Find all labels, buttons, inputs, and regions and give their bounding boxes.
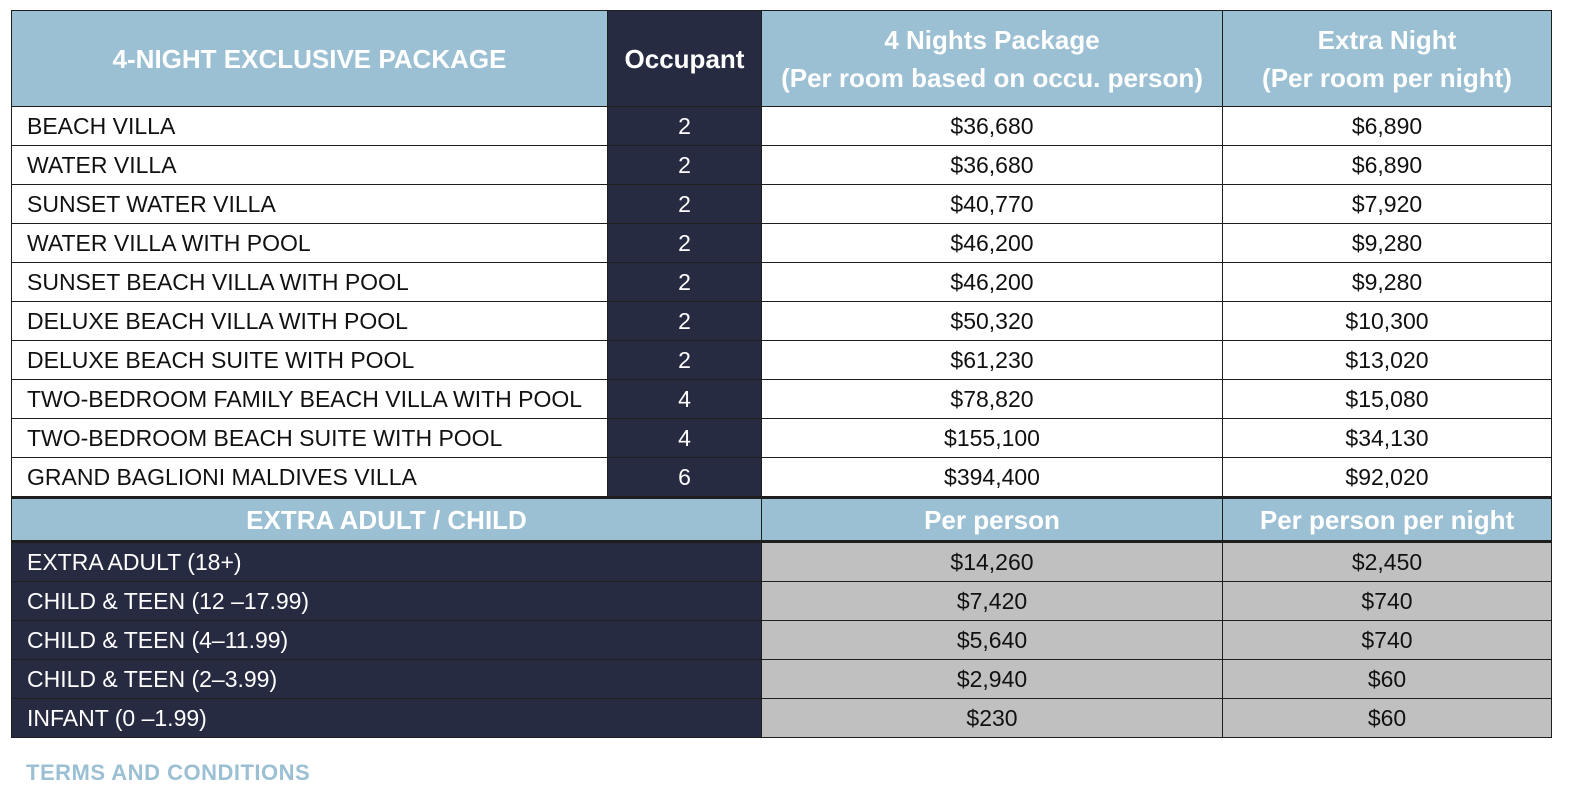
villa-name: WATER VILLA xyxy=(12,146,608,185)
four-nights-package-header xyxy=(762,11,1223,107)
extra-per-night-price: $60 xyxy=(1223,699,1552,738)
extra-guest-type: CHILD & TEEN (2–3.99) xyxy=(12,660,762,699)
table-row xyxy=(12,263,1552,302)
four-nights-header-line2: (Per room based on occu. person) xyxy=(781,62,1203,93)
table-row xyxy=(12,185,1552,224)
per-person-header: Per person xyxy=(762,498,1223,542)
villa-name: GRAND BAGLIONI MALDIVES VILLA xyxy=(12,458,608,498)
villa-occupant: 4 xyxy=(608,419,762,458)
villa-extra-night-price: $9,280 xyxy=(1223,263,1552,302)
villa-extra-night-price: $13,020 xyxy=(1223,341,1552,380)
table-row xyxy=(12,302,1552,341)
villa-occupant: 2 xyxy=(608,263,762,302)
four-nights-header-line1: 4 Nights Package xyxy=(884,24,1100,55)
villa-package-price: $61,230 xyxy=(762,341,1223,380)
extra-section-header-row xyxy=(12,498,1552,542)
villa-package-price: $155,100 xyxy=(762,419,1223,458)
extra-guest-type: INFANT (0 –1.99) xyxy=(12,699,762,738)
extra-night-header-line1: Extra Night xyxy=(1317,24,1457,55)
pricing-table xyxy=(11,10,1552,738)
table-row xyxy=(12,542,1552,582)
villa-package-price: $36,680 xyxy=(762,107,1223,146)
extra-night-header-line2: (Per room per night) xyxy=(1262,62,1512,93)
villa-extra-night-price: $6,890 xyxy=(1223,107,1552,146)
table-row xyxy=(12,660,1552,699)
table-row xyxy=(12,146,1552,185)
villa-package-price: $36,680 xyxy=(762,146,1223,185)
villa-occupant: 2 xyxy=(608,302,762,341)
extra-per-night-price: $2,450 xyxy=(1223,542,1552,582)
villa-package-price: $46,200 xyxy=(762,263,1223,302)
extra-per-person-price: $5,640 xyxy=(762,621,1223,660)
villa-extra-night-price: $9,280 xyxy=(1223,224,1552,263)
table-row xyxy=(12,621,1552,660)
package-title-header: 4-NIGHT EXCLUSIVE PACKAGE xyxy=(12,11,608,107)
villa-name: TWO-BEDROOM FAMILY BEACH VILLA WITH POOL xyxy=(12,380,608,419)
table-row xyxy=(12,699,1552,738)
villa-extra-night-price: $7,920 xyxy=(1223,185,1552,224)
table-header-row xyxy=(12,11,1552,107)
extra-guest-type: EXTRA ADULT (18+) xyxy=(12,542,762,582)
extra-per-person-price: $7,420 xyxy=(762,582,1223,621)
villa-extra-night-price: $92,020 xyxy=(1223,458,1552,498)
villa-package-price: $40,770 xyxy=(762,185,1223,224)
villa-name: DELUXE BEACH VILLA WITH POOL xyxy=(12,302,608,341)
extra-guest-type: CHILD & TEEN (12 –17.99) xyxy=(12,582,762,621)
table-row xyxy=(12,419,1552,458)
villa-occupant: 2 xyxy=(608,185,762,224)
table-row xyxy=(12,582,1552,621)
table-row xyxy=(12,458,1552,498)
villa-occupant: 6 xyxy=(608,458,762,498)
villa-occupant: 2 xyxy=(608,146,762,185)
extra-per-person-price: $230 xyxy=(762,699,1223,738)
villa-name: SUNSET BEACH VILLA WITH POOL xyxy=(12,263,608,302)
villa-extra-night-price: $34,130 xyxy=(1223,419,1552,458)
extra-per-night-price: $740 xyxy=(1223,621,1552,660)
villa-name: WATER VILLA WITH POOL xyxy=(12,224,608,263)
villa-extra-night-price: $10,300 xyxy=(1223,302,1552,341)
table-row xyxy=(12,107,1552,146)
villa-name: TWO-BEDROOM BEACH SUITE WITH POOL xyxy=(12,419,608,458)
extra-adult-child-header: EXTRA ADULT / CHILD xyxy=(12,498,762,542)
villa-package-price: $78,820 xyxy=(762,380,1223,419)
villa-extra-night-price: $15,080 xyxy=(1223,380,1552,419)
villa-occupant: 2 xyxy=(608,224,762,263)
extra-per-person-price: $2,940 xyxy=(762,660,1223,699)
extra-night-header xyxy=(1223,11,1552,107)
terms-and-conditions-heading: TERMS AND CONDITIONS xyxy=(26,760,311,785)
villa-name: BEACH VILLA xyxy=(12,107,608,146)
extra-guest-type: CHILD & TEEN (4–11.99) xyxy=(12,621,762,660)
extra-per-night-price: $740 xyxy=(1223,582,1552,621)
extra-per-night-price: $60 xyxy=(1223,660,1552,699)
villa-package-price: $394,400 xyxy=(762,458,1223,498)
villa-package-price: $50,320 xyxy=(762,302,1223,341)
villa-occupant: 4 xyxy=(608,380,762,419)
villa-extra-night-price: $6,890 xyxy=(1223,146,1552,185)
table-row xyxy=(12,341,1552,380)
extra-per-person-price: $14,260 xyxy=(762,542,1223,582)
table-row xyxy=(12,380,1552,419)
villa-occupant: 2 xyxy=(608,107,762,146)
table-row xyxy=(12,224,1552,263)
per-person-per-night-header: Per person per night xyxy=(1223,498,1552,542)
villa-occupant: 2 xyxy=(608,341,762,380)
villa-package-price: $46,200 xyxy=(762,224,1223,263)
villa-name: SUNSET WATER VILLA xyxy=(12,185,608,224)
villa-name: DELUXE BEACH SUITE WITH POOL xyxy=(12,341,608,380)
occupant-header: Occupant xyxy=(608,11,762,107)
